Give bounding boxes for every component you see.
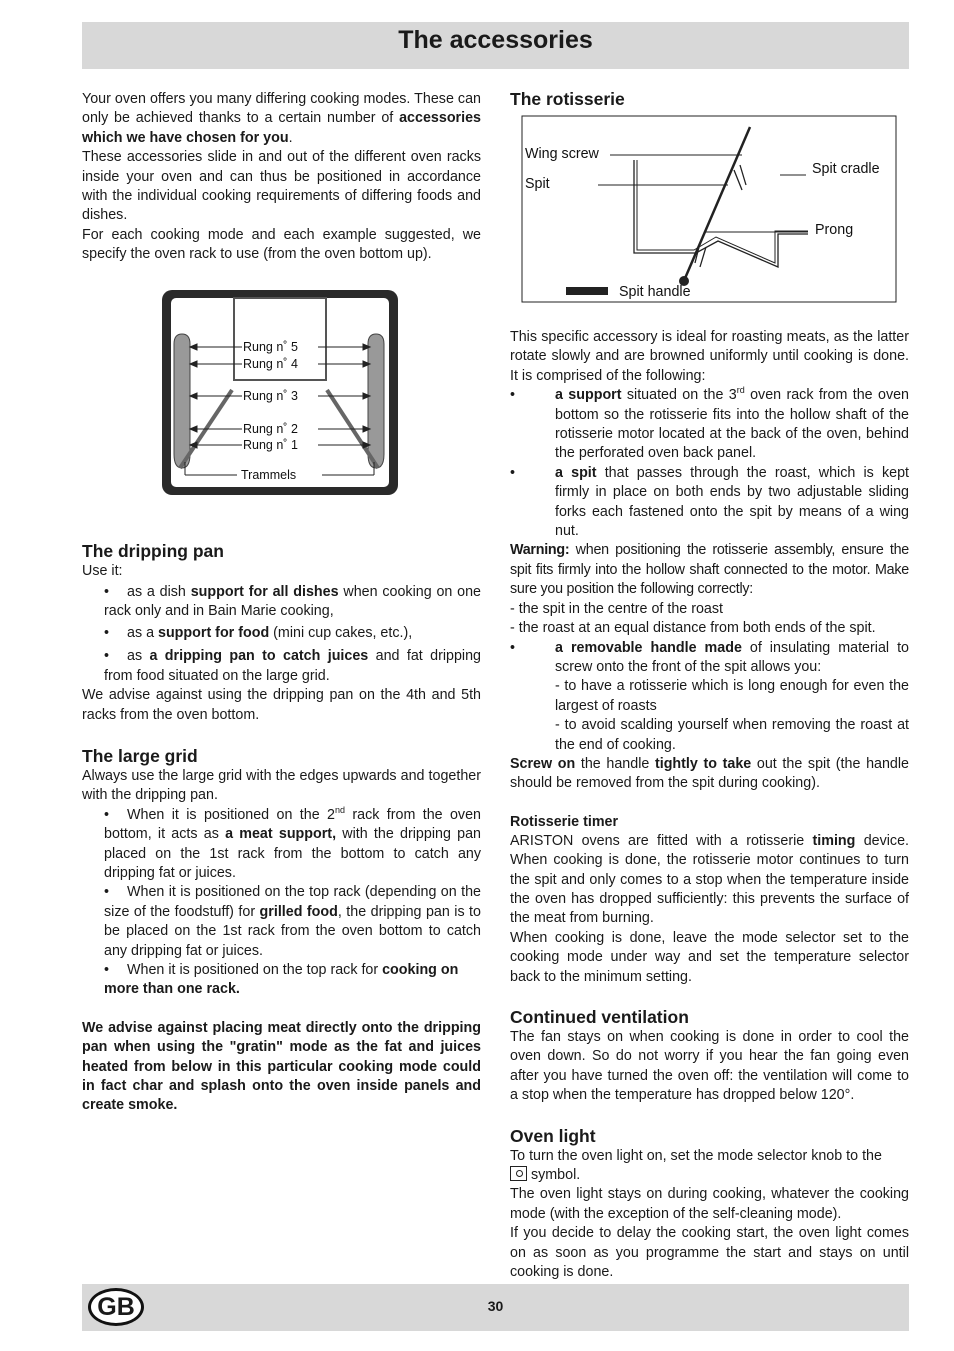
large-grid-bullet-2: • When it is positioned on the top rack (depending on the size of the foodstuff) for grilled food, the dripping pan is to be placed on the 1st rack from the oven bottom to catch any dripping fat or juices. <box>104 884 481 959</box>
rung-5-label: Rung n˚ 5 <box>243 339 298 354</box>
title-bar <box>82 22 909 69</box>
intro-paragraph-1: Your oven offers you many differing cooking modes. These can only be achieved thanks to a certain number of accessories which we have chosen for you. <box>82 91 481 146</box>
intro-paragraph-3: For each cooking mode and each example suggested, we specify the oven rack to use (from the oven bottom up). <box>82 226 481 263</box>
large-grid-bullet-3: • When it is positioned on the top rack for cooking on more than one rack. <box>104 961 459 998</box>
timer-paragraph-2: When cooking is done, leave the mode selector set to the cooking mode under way and set the temperature selector back to the minimum setting. <box>510 929 909 985</box>
label-prong: Prong <box>815 222 854 238</box>
dripping-pan-use: Use it: <box>82 562 123 579</box>
oven-light-paragraph-1: To turn the oven light on, set the mode selector knob to the symbol. <box>510 1147 882 1184</box>
rung-3-label: Rung n˚ 3 <box>243 388 298 403</box>
ventilation-paragraph: The fan stays on when cooking is done in order to cool the oven down. So do not worry if you hear the fan going even after you have turned the oven off: the ventilation will come to a stop when the temperature has dropped below 120°. <box>510 1029 909 1104</box>
oven-light-paragraph-2: The oven light stays on during cooking, whatever the cooking mode (with the exception of the self-cleaning mode). <box>510 1186 909 1222</box>
oven-light-symbol-icon <box>510 1166 527 1181</box>
oven-light-heading: Oven light <box>510 1125 596 1146</box>
rotisserie-diagram <box>510 115 909 307</box>
rung-2-label: Rung n˚ 2 <box>243 421 298 436</box>
dripping-pan-bullet-3: • as a dripping pan to catch juices and fat dripping from food situated on the large grid. <box>104 648 481 684</box>
rotisserie-intro: This specific accessory is ideal for roasting meats, as the latter rotate slowly and are browned uniformly until cooking is done. It is comprised of the following: <box>510 329 909 384</box>
dripping-pan-bullet-1: • as a dish support for all dishes when cooking on one rack only and in Bain Marie cooking, <box>104 584 482 620</box>
trammels-label: Trammels <box>241 467 297 482</box>
rotisserie-dash-1: - the spit in the centre of the roast <box>510 600 723 617</box>
label-spit: Spit <box>525 176 550 192</box>
left-trammel <box>174 334 190 468</box>
rotisserie-heading: The rotisserie <box>510 89 625 109</box>
label-spit-handle: Spit handle <box>619 284 691 300</box>
dripping-pan-heading: The dripping pan <box>82 540 224 561</box>
left-column <box>82 90 481 1116</box>
rotisserie-handle-sub-2: - to avoid scalding yourself when removing the roast at the end of cooking. <box>555 717 909 753</box>
rotisserie-handle-sub-1: - to have a rotisserie which is long enough for even the largest of roasts <box>555 678 909 714</box>
right-trammel <box>368 334 384 468</box>
rotisserie-warning: Warning: when positioning the rotisserie assembly, ensure the spit fits firmly into the hollow shaft connected to the motor. Make sure you position the following correctly: <box>510 542 909 598</box>
rotisserie-screw-on: Screw on the handle tightly to take out the spit (the handle should be removed from the spit during cooking). <box>510 755 910 792</box>
rung-4-label: Rung n˚ 4 <box>243 356 298 371</box>
rung-1-label: Rung n˚ 1 <box>243 437 298 452</box>
rotisserie-bullet-handle: • a removable handle made of insulating material to screw onto the front of the spit allows you: <box>510 639 909 675</box>
page-title: The accessories <box>398 26 593 54</box>
rotisserie-dash-2: - the roast at an equal distance from both ends of the spit. <box>510 620 876 637</box>
page-number: 30 <box>487 1298 504 1314</box>
language-badge: GB <box>88 1288 144 1326</box>
ventilation-heading: Continued ventilation <box>510 1007 689 1027</box>
timer-paragraph-1: ARISTON ovens are fitted with a rotisserie timing device. When cooking is done, the rotisserie motor continues to turn the spit and only comes to a stop when the temperature inside the oven has dropped sufficiently: this prevents the surface of the meat from burning. <box>510 832 909 927</box>
large-grid-bullet-1: • When it is positioned on the 2nd rack from the oven bottom, it acts as a meat support, with the dripping pan placed on the 1st rack from the bottom to catch any dripping fat or juices. <box>104 804 481 881</box>
rotisserie-bullet-spit: • a spit that passes through the roast, which is kept firmly in place on both ends by two adjustable sliding forks each fastened onto the spit by means of a wing nut. <box>510 464 909 540</box>
oven-rack-diagram <box>82 290 481 512</box>
rotisserie-bullet-support: • a support situated on the 3rd oven rack from the oven bottom so the rotisserie fits into the hollow shaft of the rotisserie motor located at the back of the oven, behind the perforated oven back panel. <box>510 385 909 462</box>
label-spit-cradle: Spit cradle <box>812 161 880 177</box>
gratin-warning: We advise against placing meat directly onto the dripping pan when using the "gratin" mode as the fat and juices heated from below in this particular cooking mode could in fact char and splash onto the oven inside panels and create smoke. <box>82 1019 481 1114</box>
oven-light-paragraph-3: If you decide to delay the cooking start, the oven light comes on as soon as you programme the start and stays on until cooking is done. <box>510 1225 909 1281</box>
timer-heading: Rotisserie timer <box>510 813 619 830</box>
right-column <box>510 88 909 1282</box>
footer-bar <box>82 1284 909 1331</box>
intro-paragraph-2: These accessories slide in and out of the different oven racks inside your oven and can thus be positioned in accordance with the individual cooking requirements of differing foods and dishes. <box>82 149 481 224</box>
large-grid-heading: The large grid <box>82 745 198 766</box>
dripping-pan-bullet-2: • as a support for food (mini cup cakes, etc.), <box>104 624 413 641</box>
large-grid-intro: Always use the large grid with the edges upwards and together with the dripping pan. <box>82 767 481 804</box>
spit-handle-icon <box>566 287 608 295</box>
label-wing-screw: Wing screw <box>525 146 599 162</box>
dripping-pan-advice: We advise against using the dripping pan on the 4th and 5th racks from the oven bottom. <box>82 687 481 723</box>
